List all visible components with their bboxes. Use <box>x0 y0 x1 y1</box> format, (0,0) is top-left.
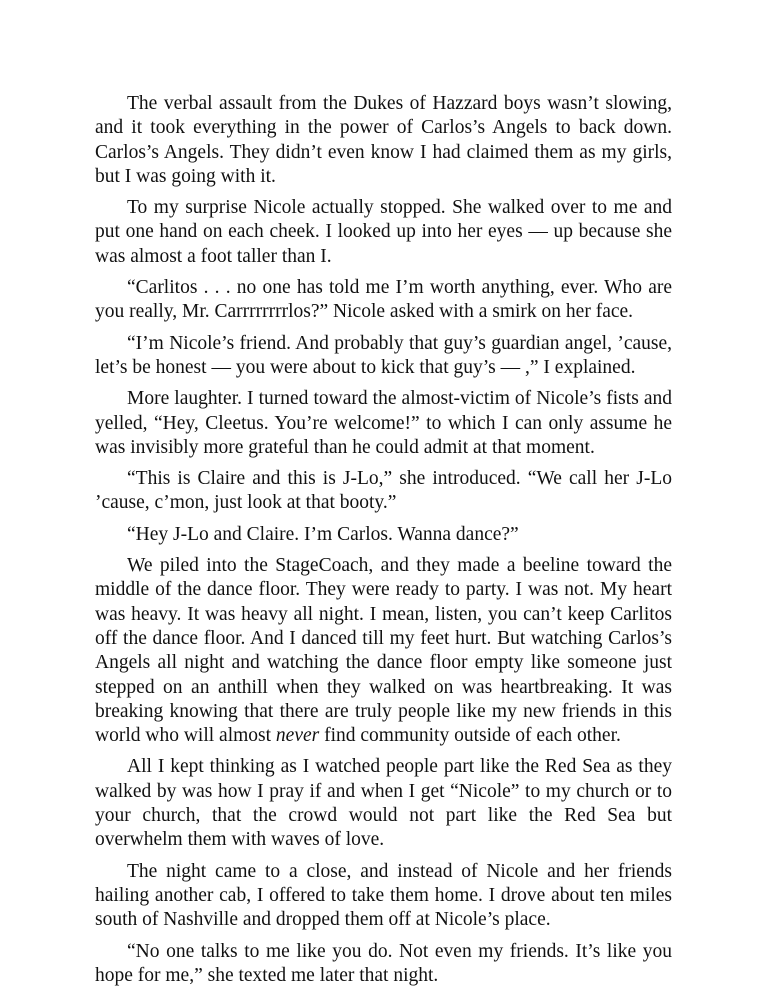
paragraph-11 <box>95 940 672 989</box>
paragraph-text: “Carlitos . . . no one has told me I’m worth anything, ever. Who are you really, Mr. Carrrrrrrrlos?” Nicole asked with a smirk on her face. <box>95 277 672 323</box>
paragraph-6 <box>95 467 672 516</box>
paragraph-text: More laughter. I turned toward the almost-victim of Nicole’s fists and yelled, “Hey, Cleetus. You’re welcome!” to which I can only assume he was invisibly more grateful than he could admit at that moment. <box>95 388 672 458</box>
paragraph-text: “I’m Nicole’s friend. And probably that guy’s guardian angel, ’cause, let’s be honest — you were about to kick that guy’s — ,” I explained. <box>95 332 672 378</box>
paragraph-9 <box>95 755 672 852</box>
paragraph-5 <box>95 387 672 460</box>
paragraph-text: To my surprise Nicole actually stopped. She walked over to me and put one hand on each cheek. I looked up into her eyes — up because she was almost a foot taller than I. <box>95 197 672 267</box>
paragraph-8 <box>95 554 672 748</box>
paragraph-text: find community outside of each other. <box>319 725 621 747</box>
paragraph-1 <box>95 92 672 189</box>
paragraph-text: All I kept thinking as I watched people part like the Red Sea as they walked by was how I pray if and when I get “Nicole” to my church or to your church, that the crowd would not part like the Red Sea but overwhelm them with waves of love. <box>95 756 672 851</box>
paragraph-text: “This is Claire and this is J-Lo,” she introduced. “We call her J-Lo ’cause, c’mon, just look at that booty.” <box>95 468 672 514</box>
paragraph-4 <box>95 332 672 381</box>
paragraph-7 <box>95 523 672 547</box>
paragraph-3 <box>95 276 672 325</box>
paragraph-text: “No one talks to me like you do. Not even my friends. It’s like you hope for me,” she texted me later that night. <box>95 940 672 986</box>
paragraph-text: The verbal assault from the Dukes of Hazzard boys wasn’t slowing, and it took everything in the power of Carlos’s Angels to back down. Carlos’s Angels. They didn’t even know I had claimed them as my girls, but I was going with it. <box>95 93 672 187</box>
paragraph-text: We piled into the StageCoach, and they made a beeline toward the middle of the dance floor. They were ready to party. I was not. My heart was heavy. It was heavy all night. I mean, listen, you can’t keep Carlitos off the dance floor. And I danced till my feet hurt. But watching Carlos’s Angels all night and watching the dance floor empty like someone just stepped on an anthill when they walked on was heartbreaking. It was breaking knowing that there are truly people like my new friends in this world who will almost <box>95 555 672 747</box>
paragraph-10 <box>95 860 672 933</box>
paragraph-2 <box>95 196 672 269</box>
paragraph-text: “Hey J-Lo and Claire. I’m Carlos. Wanna dance?” <box>127 523 519 545</box>
emphasis-text: never <box>275 725 320 747</box>
paragraph-text: The night came to a close, and instead of Nicole and her friends hailing another cab, I offered to take them home. I drove about ten miles south of Nashville and dropped them off at Nicole’s place. <box>95 860 672 931</box>
